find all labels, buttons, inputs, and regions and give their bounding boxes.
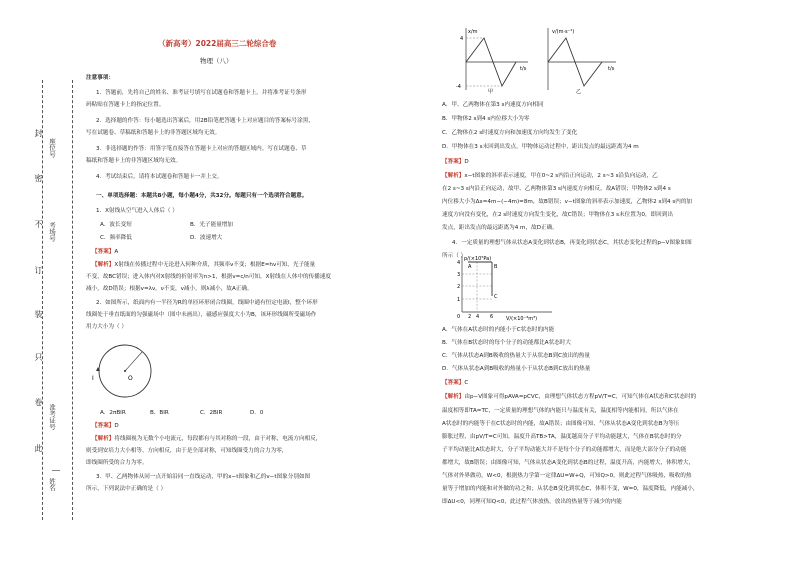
jia-xt-graph: [452, 26, 532, 94]
seal-char: 装: [34, 310, 43, 318]
q4-analysis-line: 膨胀过程，由pV/T=C可知，温度升高TB>TA，温度越高分子平均动能越大，气体在B状态时的分: [442, 434, 682, 440]
jia-y-label: x/m: [468, 29, 478, 35]
yi-x-label: t/s: [608, 66, 615, 72]
q4-analysis-line: 即ΔU<0，同理可知Q<0，此过程气体放热，放出的热量等于减少的内能: [442, 499, 622, 505]
q3-analysis-line: 内位移大小为Δx=4m−(−4m)=8m，故B错误；v−t图象的斜率表示加速度，乙物体2 s到4 s内的加: [442, 199, 693, 205]
ytick: 3: [457, 272, 461, 278]
q1-option-a: A．波长变短: [100, 222, 132, 228]
q1-answer: [92, 247, 118, 258]
notice-item: 稿纸和答题卡上的非答题区域均无效。: [86, 158, 182, 164]
q2-option-d: D．0: [250, 410, 264, 416]
answer-value: D: [464, 159, 469, 165]
tick: 4: [460, 36, 464, 42]
ytick: 1: [457, 297, 461, 303]
current-label: I: [92, 375, 94, 382]
xtick: 4: [476, 314, 480, 320]
seat-label: 座位号: [48, 138, 56, 158]
q4-stem-line: 4．一定质量的理想气体从状态A变化到状态B，再变化到状态C，其状态变化过程的p−V图象如图: [452, 240, 692, 246]
q1-option-d: D．波速增大: [190, 235, 223, 241]
analysis-text: x−t图象的斜率表示速度，甲在0~2 s内沿正向运动，2 s~3 s沿负向运动，乙: [464, 173, 658, 179]
q1-stem: 1．X射线从空气进入人体后（ ）: [96, 208, 178, 214]
xtick: 6: [490, 314, 494, 320]
q4-analysis-line: 子平均动能比A状态时大，分子平均动能大并不是每个分子的动能都增大，而是绝大部分分子的动能: [442, 447, 687, 453]
xtick: 2: [468, 314, 472, 320]
q1-analysis-line: 减小，故D错误；根据v=λν，ν不变，v减小，则λ减小，故A正确。: [86, 286, 253, 292]
name-label: 姓名: [48, 478, 56, 491]
q1-analysis-line: [92, 260, 315, 271]
q3-option-d: D．甲物体在3 s末回到出发点，甲物体运动过程中，距出发点的最远距离为4 m: [442, 144, 639, 150]
q2-option-c: C．2BIR: [200, 410, 223, 416]
exam-id-label: 准考证号: [48, 404, 56, 430]
answer-label: 【答案】: [442, 380, 465, 386]
point-a: A: [468, 264, 472, 270]
seal-char: 卷: [34, 398, 43, 406]
q4-option-b: B．气体在B状态时的每个分子的动能都比A状态时大: [442, 340, 571, 346]
notice-item: 2．选择题的作答：每小题选出答案后，用2B铅笔把答题卡上对应题目的答案标号涂黑，: [96, 118, 314, 124]
q1-analysis-line: 不变，故BC错误；进入体内对X射线的折射率为n>1，根据v=c/n可知，X射线在人体中的传播速度: [86, 274, 331, 280]
answer-value: A: [114, 249, 119, 255]
notice-item: 3．非选择题的作答：用签字笔直接答在答题卡上对应的答题区域内。写在试题卷、草: [96, 146, 307, 152]
q4-analysis-line: 温度相等即TA=TC，一定质量的理想气体的内能只与温度有关，温度相等内能相同，所以气体在: [442, 408, 679, 414]
analysis-text: X射线在传播过程中无论进入何种介质，其频率ν不变；根据E=hν可知，光子能量: [114, 262, 316, 268]
answer-value: C: [464, 380, 469, 386]
analysis-text: 由p−V图象可得pAVA=pCVC，由理想气体状态方程pV/T=C，可知气体在A状态和C状态时的: [464, 394, 697, 400]
q2-analysis-line: [92, 434, 321, 445]
answer-label: 【答案】: [92, 249, 115, 255]
q2-option-b: B．BIR: [150, 410, 169, 416]
notice-item: 写在试题卷、草稿纸和答题卡上的非答题区域均无效。: [86, 130, 221, 136]
answer-label: 【答案】: [442, 159, 465, 165]
q2-stem-line: 2．如图所示，纸面内有一半径为R的单匝环形闭合线圈，线圈中通有恒定电流I，整个环形: [96, 300, 318, 306]
analysis-label: 【解析】: [442, 173, 465, 179]
q3-analysis-line: 在2 s~3 s内沿正向运动，故甲、乙两物体第3 s内速度方向相反，故A错误；甲物体2 s到4 s: [442, 186, 671, 192]
seal-char: 不: [34, 220, 43, 228]
analysis-label: 【解析】: [92, 436, 115, 442]
q2-analysis-line: 则受到安培力大小相等、方向相反，由于是全部对称，可知线圈受力的合力为零，: [86, 448, 288, 454]
seal-char: 订: [34, 266, 43, 274]
pv-x-label: V/(×10⁻³m³): [506, 316, 538, 322]
q4-analysis-line: A状态时的内能等于在C状态时的内能，故A错误；由图像可知，气体从状态A变化到状态B为等压: [442, 421, 680, 427]
notice-item: 1．答题前，先将自己的姓名、准考证号填写在试题卷和答题卡上，并将准考证号条形: [96, 90, 307, 96]
origin: 0: [457, 314, 461, 320]
q3-answer: [442, 157, 469, 168]
tick: -4: [456, 84, 461, 90]
q4-option-d: D．气体从状态A到B吸收的热量小于从状态B到C放出的热量: [442, 366, 591, 372]
q4-analysis-line: 气体对外界做功，W<0，根据热力学第一定律ΔU=W+Q，可知Q>0，则此过程气体吸热，吸收的热: [442, 473, 692, 479]
notice-heading: 注意事项：: [86, 75, 114, 81]
q3-option-b: B．甲物体2 s到4 s内位移大小为零: [442, 116, 530, 122]
q2-coil-figure: [92, 340, 162, 402]
yi-name: 乙: [576, 89, 582, 94]
seal-char: 封: [34, 129, 43, 137]
seal-char: 此: [34, 444, 43, 452]
subject-title: 物理（八）: [200, 57, 233, 65]
section-heading: 一、单项选择题：本题共8小题，每小题4分，共32分。每题只有一个选项符合题意。: [96, 193, 308, 199]
radius-line: [125, 352, 142, 371]
center-label: O: [128, 375, 133, 382]
q4-analysis-line: [442, 392, 696, 403]
q4-analysis-line: 都增大，故B错误；由图像可知，气体从状态A变化到状态B的过程，温度升高，内能增大，体积增大，: [442, 460, 695, 466]
q2-stem-line: 用力大小为（ ）: [86, 324, 127, 330]
answer-value: D: [114, 423, 119, 429]
seal-char: 只: [34, 353, 43, 361]
q1-option-c: C．频率降低: [100, 235, 132, 241]
q3-stem-line: 3．甲、乙两物体从同一点开始沿同一直线运动，甲的x−t图象和乙的v−t图象分别如图: [96, 474, 311, 480]
q2-analysis-line: 即线圈所受的合力为零。: [86, 460, 148, 466]
q4-option-a: A．气体在A状态时的内能小于C状态时的内能: [442, 327, 555, 333]
notice-item: 4．考试结束后，请将本试题卷和答题卡一并上交。: [96, 174, 223, 180]
yi-vt-graph: [536, 26, 620, 94]
center-dot: [124, 370, 126, 372]
q4-analysis-line: 量等于增加的内能和对外做的功之和；从状态B变化到状态C，体积不变，W=0，温度降低，内能减小，: [442, 486, 699, 492]
q3-option-a: A．甲、乙两物体在第3 s内速度方向相同: [442, 102, 544, 108]
notice-item: 码粘贴在答题卡上的指定位置。: [86, 102, 165, 108]
binding-line-left: [42, 80, 43, 520]
page-title: （新高考）2022届高三二轮综合卷: [158, 39, 277, 48]
analysis-text: 将线圈视为无数个小电流元，每段都有与其对称的一段，由于对称，电流方向相反，: [114, 436, 322, 442]
q2-answer: [92, 421, 119, 432]
binding-line-right: [72, 80, 73, 520]
q4-option-c: C．气体从状态A到B吸收的热量大于从状态B到C放出的热量: [442, 353, 590, 359]
answer-label: 【答案】: [92, 423, 115, 429]
jia-name: 甲: [488, 89, 494, 94]
q3-option-c: C．乙物体在2 s时速度方向和加速度方向均发生了变化: [442, 130, 578, 136]
name-underline: [52, 470, 60, 471]
seal-char: 密: [34, 174, 43, 182]
q3-analysis-line: 速度方向没有变化，在2 s时速度方向发生变化，故C错误；甲物体在3 s末位置为0，即回到出: [442, 212, 673, 218]
pv-y-label: p/(×10⁵Pa): [464, 256, 492, 262]
yi-y-label: v/(m·s⁻¹): [552, 29, 575, 35]
q1-option-b: B．光子能量增加: [190, 222, 233, 228]
room-label: 考场号: [48, 222, 56, 242]
q2-option-a: A．2πBIR: [100, 410, 126, 416]
point-b: B: [494, 264, 498, 270]
q4-answer: [442, 378, 468, 389]
pv-graph: [448, 252, 558, 322]
q3-analysis-line: [442, 171, 658, 182]
q3-analysis-line: 发点，距出发点的最远距离为4 m，故D正确。: [442, 225, 558, 231]
q2-stem-line: 线圈处于垂直纸面的匀强磁场中（图中未画出），磁感应强度大小为B，该环形线圈所受磁场作: [86, 312, 317, 318]
point-c: C: [494, 294, 498, 300]
analysis-label: 【解析】: [442, 394, 465, 400]
q4-stem-line: 所示（ ）: [442, 253, 467, 259]
jia-x-label: t/s: [520, 66, 527, 72]
ytick: 2: [457, 284, 461, 290]
q3-stem-line: 所示，下列说法中正确的是（ ）: [86, 486, 167, 492]
analysis-label: 【解析】: [92, 262, 115, 268]
ytick: 4: [457, 260, 461, 266]
